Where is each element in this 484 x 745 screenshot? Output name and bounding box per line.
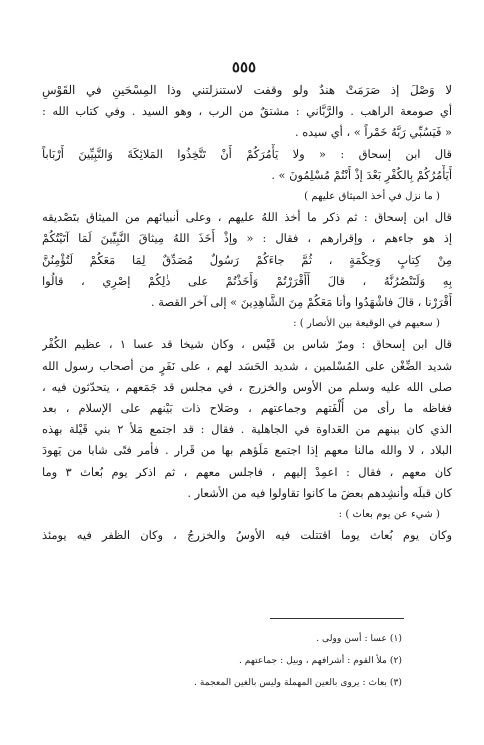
body-line: كان معهم ، فقال : اعمِدْ إليهم ، فاجلس معهم ، ثم اذكر يوم بُعاث ٣ وما <box>42 464 452 479</box>
verse-line: لا وَصْلَ إذ صَرَمَتْ هندٌ ولو وقفت لاستنزلتني وذا المِسْحَينِ في القَوْسِ <box>42 83 452 97</box>
body-line: قال ابن إسحاق : « ولا يَأْمُرَكُمْ أَنْ تَتَّخِذُوا المَلائِكَةَ وَالنَّبِيِّينَ أَرْبَاباً <box>42 146 452 161</box>
section-heading: ( شيء عن يوم بعاث ) : <box>338 509 440 521</box>
body-line: أي صومعة الراهب . والرَّبَّاني : مشتقٌ من الرب ، وهو السيد . وفي كتاب الله : <box>42 104 452 119</box>
footnotes <box>170 628 402 694</box>
body-line: إذ هو جاءهم ، وإقرارهم ، فقال : « وإذْ أَخَذَ اللهُ مِيثاقَ النَّبِيِّينَ لَمَا آتَيْتُكُمْ <box>42 231 452 246</box>
footnote-3: (٣) بعاث : يروى بالعين المهملة وليس بالغين المعجمة . <box>194 677 402 688</box>
section-heading: ( ما نزل في أخذ الميثاق عليهم ) <box>304 191 440 203</box>
footnote-divider <box>270 618 404 619</box>
body-line: الذي كان بينهم من العَداوة في الجاهلية . فقال : قد اجتمع مَلأ ٢ بني قَيْلة بهذه <box>42 422 452 437</box>
body-line: وكان يوم بُعاث يوما اقتتلت فيه الأوسُ والخزرجُ ، وكان الظفر فيه يومئذ <box>42 528 452 543</box>
body-line: البلاد ، لا والله مالنا معهم إذا اجتمع مَلَؤهم بها من قَرار . فأمر فتًى شابا من يَهودَ <box>42 443 452 458</box>
paragraph-end-line: أَيَأْمُرُكُمْ بِالكُفْرِ بَعْدَ إذْ أَنْتُمْ مُسْلِمُونَ » . <box>271 167 452 182</box>
body-line: بِهِ وَلَتَنْصُرُنَّهُ ، قالَ أَأَقْرَرْتُمْ وَأَخَذْتُمْ على ذٰلِكُمْ إصْرِي ، قالُوا <box>42 273 452 288</box>
page-number: ٥٥٥ <box>231 58 257 76</box>
body-line: فغاظه ما رأى من أُلْفَتهم وجماعتهم ، وصَلاح ذات بَيْنهم على الإسلام ، بعد <box>42 401 452 416</box>
body-line: قال ابن إسحاق : ثم ذكر ما أخذ اللهُ عليهم ، وعلى أنبيائهم من الميثاق بتَصْديقه <box>42 210 452 225</box>
paragraph-end-line: أَقْرَرْنا ، قالَ فاشْهَدُوا وأنا مَعَكُمْ مِنَ الشَّاهِدِينَ » إلى آخر القصة . <box>151 295 452 310</box>
body-line: قال ابن إسحاق : ومرّ شاس بن قَيْس ، وكان شيخا قد عسا ١ ، عظيم الكُفْر <box>42 337 452 352</box>
footnote-1: (١) عسا : أسن وولى . <box>316 633 402 644</box>
paragraph-end-line: « فَيَسُبِّي رَبَّهُ خَمْراً » ، أي سيده . <box>294 125 452 140</box>
paragraph-end-line: كان قبلَه وأنشِدهم بعضَ ما كانوا تقاولوا فيه من الأشعار . <box>187 485 452 500</box>
body-text <box>42 80 452 546</box>
body-line: شديد الضِّغْن على المُسْلمين ، شديد الحَسَد لهم ، على نَفَرٍ من أصحاب رسول الله <box>42 358 452 373</box>
footnote-2: (٢) ملأ القوم : أشرافهم ، وبيل : جماعتهم . <box>238 655 402 666</box>
body-line: صلى الله عليه وسلم من الأوس والخزرج ، في مجلس قد جَمَعهم ، يتحدّثون فيه ، <box>42 379 452 394</box>
body-line: مِنْ كِتابٍ وَحِكْمَةٍ ، ثُمَّ جاءَكُمْ رَسُولٌ مُصَدِّقٌ لِمَا مَعَكُمْ لَتُؤْمِنُنَّ <box>42 252 452 267</box>
section-heading: ( سعيهم في الوقيعة بين الأنصار ) : <box>293 318 440 330</box>
